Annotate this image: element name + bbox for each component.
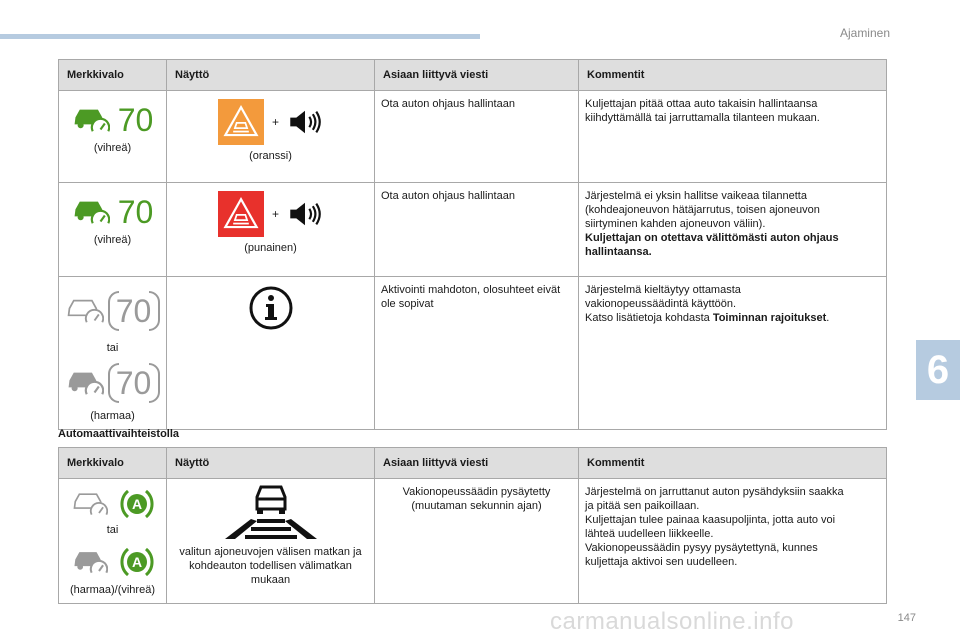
warning-triangle-icon xyxy=(218,191,264,237)
comment-line: kuljettaja aktivoi sen uudelleen. xyxy=(585,556,738,568)
comment-line: vakionopeussäädintä käyttöön. xyxy=(585,298,737,310)
auto-hold-icon xyxy=(120,487,154,521)
comment-cell xyxy=(579,479,887,604)
display-label: (punainen) xyxy=(244,242,297,254)
speaker-icon xyxy=(287,201,323,227)
speaker-icon xyxy=(287,109,323,135)
indicator-label: (vihreä) xyxy=(93,234,132,246)
plus-sign: + xyxy=(271,115,279,129)
comment-cell xyxy=(579,183,887,277)
car-distance-outline-icon xyxy=(72,490,108,518)
table-row xyxy=(59,277,887,430)
indicator-cell xyxy=(59,277,167,430)
col-header: Kommentit xyxy=(579,448,887,479)
indicator-label: (vihreä) xyxy=(93,142,132,154)
table-header-row xyxy=(59,60,887,91)
table-row xyxy=(59,183,887,277)
indicator-label: (harmaa)/(vihreä) xyxy=(70,584,155,596)
page-number: 147 xyxy=(897,612,916,624)
comment-line: ja pitää sen paikoillaan. xyxy=(585,500,700,512)
chapter-tab: 6 xyxy=(916,340,960,400)
transmission-table xyxy=(58,447,887,604)
col-header: Merkkivalo xyxy=(59,60,167,91)
comment-suffix: . xyxy=(826,312,830,324)
col-header: Merkkivalo xyxy=(59,448,167,479)
message-cell: Vakionopeussäädin pysäytetty (muutaman sekunnin ajan) xyxy=(375,479,579,604)
or-label: tai xyxy=(106,342,119,354)
comment-line: lähteä uudelleen liikkeelle. xyxy=(585,528,714,540)
indicator-cell xyxy=(59,91,167,183)
comment-line: siirtyminen kahden ajoneuvon väliin). xyxy=(585,218,766,230)
table-header-row xyxy=(59,448,887,479)
display-cell xyxy=(167,183,375,277)
speed-ring xyxy=(108,289,160,333)
table-row xyxy=(59,479,887,604)
warning-triangle-icon xyxy=(218,99,264,145)
indicator-cell xyxy=(59,183,167,277)
display-cell xyxy=(167,479,375,604)
indicator-label: (harmaa) xyxy=(90,410,135,422)
col-header: Näyttö xyxy=(167,60,375,91)
comment-line: Vakionopeussäädin pysyy pysäytettynä, kunnes xyxy=(585,542,818,554)
car-distance-icon xyxy=(72,548,108,576)
section2-title: Automaattivaihteistolla xyxy=(58,428,180,440)
col-header: Asiaan liittyvä viesti xyxy=(375,448,579,479)
speed-value: 70 xyxy=(115,293,152,329)
car-distance-icon xyxy=(72,197,110,227)
comment-line: Järjestelmä kieltäytyy ottamasta xyxy=(585,284,741,296)
message-cell: Ota auton ohjaus hallintaan xyxy=(375,183,579,277)
col-header: Näyttö xyxy=(167,448,375,479)
comment-line: Järjestelmä ei yksin hallitse vaikeaa tilannetta xyxy=(585,190,807,202)
comment-prefix: Katso lisätietoja kohdasta xyxy=(585,312,713,324)
speed-ring xyxy=(108,361,160,405)
auto-hold-icon xyxy=(120,545,154,579)
or-label: tai xyxy=(106,524,119,536)
watermark: carmanualsonline.info xyxy=(550,608,794,635)
comment-cell xyxy=(579,277,887,430)
display-caption: valitun ajoneuvojen välisen matkan ja kohdeauton todellisen välimatkan mukaan xyxy=(179,546,362,586)
plus-sign: + xyxy=(271,207,279,221)
info-icon xyxy=(248,285,294,331)
car-distance-icon xyxy=(72,105,110,135)
col-header: Asiaan liittyvä viesti xyxy=(375,60,579,91)
car-distance-outline-icon xyxy=(66,296,104,326)
comment-line: Järjestelmä on jarruttanut auton pysähdyksiin saakka xyxy=(585,486,844,498)
col-header: Kommentit xyxy=(579,60,887,91)
comment-link: Toiminnan rajoitukset xyxy=(712,312,827,324)
display-cell xyxy=(167,277,375,430)
table-row xyxy=(59,91,887,183)
speed-value: 70 xyxy=(117,102,154,138)
car-distance-display-icon xyxy=(221,485,321,541)
display-label: (oranssi) xyxy=(249,150,292,162)
message-cell: Aktivointi mahdoton, olosuhteet eivät ole sopivat xyxy=(375,277,579,430)
speed-value: 70 xyxy=(115,365,152,401)
comment-line: Kuljettajan tulee painaa kaasupoljinta, jotta auto voi xyxy=(585,514,836,526)
comment-line: (kohdeajoneuvon hätäjarrutus, toisen ajoneuvon xyxy=(585,204,820,216)
comment-cell: Kuljettajan pitää ottaa auto takaisin hallintaansa kiihdyttämällä tai jarruttamalla tilanteen mukaan. xyxy=(579,91,887,183)
speed-value: 70 xyxy=(117,194,154,230)
comment-ref xyxy=(585,311,880,325)
display-cell xyxy=(167,91,375,183)
car-distance-icon xyxy=(66,368,104,398)
message-cell: Ota auton ohjaus hallintaan xyxy=(375,91,579,183)
comment-bold: Kuljettajan on otettava välittömästi auton ohjaus hallintaansa. xyxy=(585,232,839,258)
header-bar xyxy=(0,34,480,39)
section-title: Ajaminen xyxy=(839,26,890,40)
indicator-cell xyxy=(59,479,167,604)
warning-table xyxy=(58,59,887,430)
